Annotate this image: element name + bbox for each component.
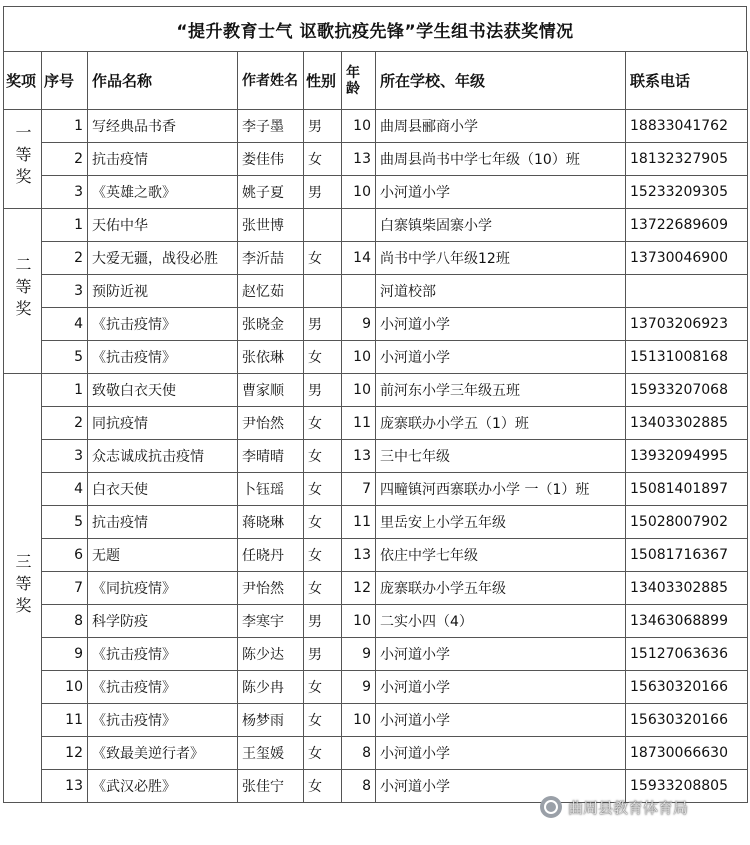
cell-phone: 13703206923 [626, 308, 748, 341]
cell-age: 8 [342, 737, 376, 770]
table-row [4, 638, 748, 671]
cell-work: 《抗击疫情》 [88, 308, 238, 341]
cell-seq: 3 [42, 440, 88, 473]
cell-school: 里岳安上小学五年级 [376, 506, 626, 539]
cell-gender: 男 [304, 605, 342, 638]
cell-phone: 15933207068 [626, 374, 748, 407]
table-row [4, 242, 748, 275]
cell-school: 小河道小学 [376, 770, 626, 803]
header-phone: 联系电话 [626, 52, 748, 110]
table-row [4, 704, 748, 737]
table-row [4, 110, 748, 143]
cell-seq: 4 [42, 473, 88, 506]
cell-work: 科学防疫 [88, 605, 238, 638]
table-row [4, 341, 748, 374]
cell-work: 写经典品书香 [88, 110, 238, 143]
cell-age: 13 [342, 440, 376, 473]
table-row [4, 407, 748, 440]
cell-age: 11 [342, 407, 376, 440]
cell-seq: 8 [42, 605, 88, 638]
table-row [4, 440, 748, 473]
cell-school: 四疃镇河西寨联办小学 一（1）班 [376, 473, 626, 506]
table-row [4, 605, 748, 638]
cell-work: 《抗击疫情》 [88, 704, 238, 737]
cell-author: 尹怡然 [238, 572, 304, 605]
cell-work: 《抗击疫情》 [88, 341, 238, 374]
cell-gender: 男 [304, 638, 342, 671]
table-row [4, 473, 748, 506]
cell-author: 姚子夏 [238, 176, 304, 209]
cell-age: 10 [342, 176, 376, 209]
cell-gender: 男 [304, 374, 342, 407]
cell-phone: 13730046900 [626, 242, 748, 275]
table-row [4, 143, 748, 176]
table-row [4, 572, 748, 605]
cell-gender: 女 [304, 506, 342, 539]
cell-author: 李子墨 [238, 110, 304, 143]
cell-work: 无题 [88, 539, 238, 572]
cell-author: 张世博 [238, 209, 304, 242]
cell-gender: 男 [304, 308, 342, 341]
cell-age: 8 [342, 770, 376, 803]
cell-gender: 女 [304, 407, 342, 440]
cell-work: 《抗击疫情》 [88, 638, 238, 671]
cell-seq: 3 [42, 176, 88, 209]
cell-gender: 女 [304, 704, 342, 737]
cell-gender: 女 [304, 572, 342, 605]
cell-age: 10 [342, 605, 376, 638]
cell-school: 小河道小学 [376, 638, 626, 671]
cell-school: 依庄中学七年级 [376, 539, 626, 572]
award-level-cell [4, 110, 42, 209]
cell-age: 10 [342, 704, 376, 737]
cell-work: 大爱无疆，战役必胜 [88, 242, 238, 275]
cell-author: 李沂喆 [238, 242, 304, 275]
cell-age: 14 [342, 242, 376, 275]
cell-age: 9 [342, 638, 376, 671]
cell-school: 小河道小学 [376, 308, 626, 341]
cell-author: 任晓丹 [238, 539, 304, 572]
cell-phone: 18833041762 [626, 110, 748, 143]
cell-school: 庞寨联办小学五年级 [376, 572, 626, 605]
cell-school: 曲周县尚书中学七年级（10）班 [376, 143, 626, 176]
cell-phone: 15933208805 [626, 770, 748, 803]
cell-gender: 女 [304, 440, 342, 473]
cell-seq: 2 [42, 242, 88, 275]
table-row [4, 209, 748, 242]
cell-phone: 15131008168 [626, 341, 748, 374]
cell-work: 天佑中华 [88, 209, 238, 242]
cell-gender: 男 [304, 110, 342, 143]
cell-age [342, 209, 376, 242]
cell-school: 小河道小学 [376, 341, 626, 374]
cell-seq: 5 [42, 506, 88, 539]
cell-work: 致敬白衣天使 [88, 374, 238, 407]
table-row [4, 671, 748, 704]
cell-school: 尚书中学八年级12班 [376, 242, 626, 275]
cell-gender: 女 [304, 539, 342, 572]
cell-age: 13 [342, 539, 376, 572]
cell-school: 白寨镇柴固寨小学 [376, 209, 626, 242]
award-table [3, 51, 748, 803]
cell-school: 小河道小学 [376, 671, 626, 704]
cell-author: 尹怡然 [238, 407, 304, 440]
award-level-label: 二等奖 [13, 256, 32, 322]
table-row [4, 275, 748, 308]
award-level-label: 一等奖 [13, 124, 32, 190]
table-row [4, 176, 748, 209]
cell-school: 三中七年级 [376, 440, 626, 473]
table-row [4, 737, 748, 770]
table-row [4, 506, 748, 539]
cell-work: 抗击疫情 [88, 143, 238, 176]
cell-gender: 女 [304, 473, 342, 506]
cell-school: 河道校部 [376, 275, 626, 308]
cell-age: 13 [342, 143, 376, 176]
page-title: “提升教育士气 讴歌抗疫先锋”学生组书法获奖情况 [3, 6, 747, 51]
cell-author: 王玺媛 [238, 737, 304, 770]
cell-work: 预防近视 [88, 275, 238, 308]
cell-phone: 15630320166 [626, 671, 748, 704]
cell-school: 曲周县郦商小学 [376, 110, 626, 143]
cell-school: 小河道小学 [376, 704, 626, 737]
cell-author: 娄佳伟 [238, 143, 304, 176]
cell-seq: 1 [42, 110, 88, 143]
cell-gender: 女 [304, 143, 342, 176]
cell-author: 张晓金 [238, 308, 304, 341]
cell-seq: 13 [42, 770, 88, 803]
cell-age [342, 275, 376, 308]
cell-school: 小河道小学 [376, 176, 626, 209]
cell-work: 《抗击疫情》 [88, 671, 238, 704]
cell-work: 《英雄之歌》 [88, 176, 238, 209]
header-seq: 序号 [42, 52, 88, 110]
cell-seq: 5 [42, 341, 88, 374]
cell-school: 前河东小学三年级五班 [376, 374, 626, 407]
header-school: 所在学校、年级 [376, 52, 626, 110]
cell-phone: 18730066630 [626, 737, 748, 770]
header-award: 奖项 [4, 52, 42, 110]
cell-author: 赵忆茹 [238, 275, 304, 308]
cell-seq: 3 [42, 275, 88, 308]
cell-phone: 15081401897 [626, 473, 748, 506]
award-sheet [3, 6, 747, 803]
cell-seq: 10 [42, 671, 88, 704]
cell-school: 小河道小学 [376, 737, 626, 770]
cell-work: 白衣天使 [88, 473, 238, 506]
cell-work: 抗击疫情 [88, 506, 238, 539]
cell-phone: 15127063636 [626, 638, 748, 671]
cell-age: 11 [342, 506, 376, 539]
cell-author: 卜钰瑶 [238, 473, 304, 506]
header-age: 年龄 [342, 52, 376, 110]
cell-seq: 6 [42, 539, 88, 572]
table-header-row [4, 52, 748, 110]
cell-age: 12 [342, 572, 376, 605]
table-row [4, 374, 748, 407]
header-gender: 性别 [304, 52, 342, 110]
cell-author: 蒋晓琳 [238, 506, 304, 539]
award-level-cell [4, 209, 42, 374]
cell-age: 10 [342, 341, 376, 374]
cell-school: 二实小四（4） [376, 605, 626, 638]
cell-seq: 2 [42, 407, 88, 440]
cell-seq: 7 [42, 572, 88, 605]
cell-phone: 13403302885 [626, 572, 748, 605]
cell-author: 曹家顺 [238, 374, 304, 407]
award-level-cell [4, 374, 42, 803]
cell-phone: 13403302885 [626, 407, 748, 440]
cell-gender: 女 [304, 671, 342, 704]
cell-school: 庞寨联办小学五（1）班 [376, 407, 626, 440]
cell-phone: 15630320166 [626, 704, 748, 737]
award-level-label: 三等奖 [13, 553, 32, 619]
table-row [4, 308, 748, 341]
cell-age: 7 [342, 473, 376, 506]
cell-gender [304, 209, 342, 242]
cell-phone: 15081716367 [626, 539, 748, 572]
cell-author: 杨梦雨 [238, 704, 304, 737]
cell-age: 10 [342, 374, 376, 407]
cell-phone: 15028007902 [626, 506, 748, 539]
cell-phone: 13463068899 [626, 605, 748, 638]
cell-seq: 4 [42, 308, 88, 341]
cell-phone: 13722689609 [626, 209, 748, 242]
table-body [4, 110, 748, 803]
table-row [4, 539, 748, 572]
cell-seq: 1 [42, 374, 88, 407]
watermark-text: 曲周县教育体育局 [568, 798, 689, 817]
cell-phone: 18132327905 [626, 143, 748, 176]
cell-seq: 2 [42, 143, 88, 176]
cell-work: 同抗疫情 [88, 407, 238, 440]
cell-author: 李晴晴 [238, 440, 304, 473]
cell-age: 9 [342, 308, 376, 341]
cell-phone: 13932094995 [626, 440, 748, 473]
cell-gender: 女 [304, 242, 342, 275]
cell-author: 陈少冉 [238, 671, 304, 704]
header-work: 作品名称 [88, 52, 238, 110]
cell-author: 张佳宁 [238, 770, 304, 803]
cell-phone [626, 275, 748, 308]
cell-seq: 11 [42, 704, 88, 737]
cell-seq: 9 [42, 638, 88, 671]
cell-seq: 12 [42, 737, 88, 770]
cell-gender [304, 275, 342, 308]
cell-gender: 女 [304, 341, 342, 374]
cell-seq: 1 [42, 209, 88, 242]
cell-gender: 男 [304, 176, 342, 209]
cell-phone: 15233209305 [626, 176, 748, 209]
cell-work: 《武汉必胜》 [88, 770, 238, 803]
cell-age: 10 [342, 110, 376, 143]
cell-author: 李寒宇 [238, 605, 304, 638]
cell-author: 陈少达 [238, 638, 304, 671]
cell-gender: 女 [304, 770, 342, 803]
cell-author: 张依琳 [238, 341, 304, 374]
cell-work: 《致最美逆行者》 [88, 737, 238, 770]
cell-gender: 女 [304, 737, 342, 770]
cell-age: 9 [342, 671, 376, 704]
cell-work: 众志诚成抗击疫情 [88, 440, 238, 473]
watermark [540, 796, 688, 818]
cell-work: 《同抗疫情》 [88, 572, 238, 605]
wechat-account-icon [540, 796, 562, 818]
header-author: 作者姓名 [238, 52, 304, 110]
